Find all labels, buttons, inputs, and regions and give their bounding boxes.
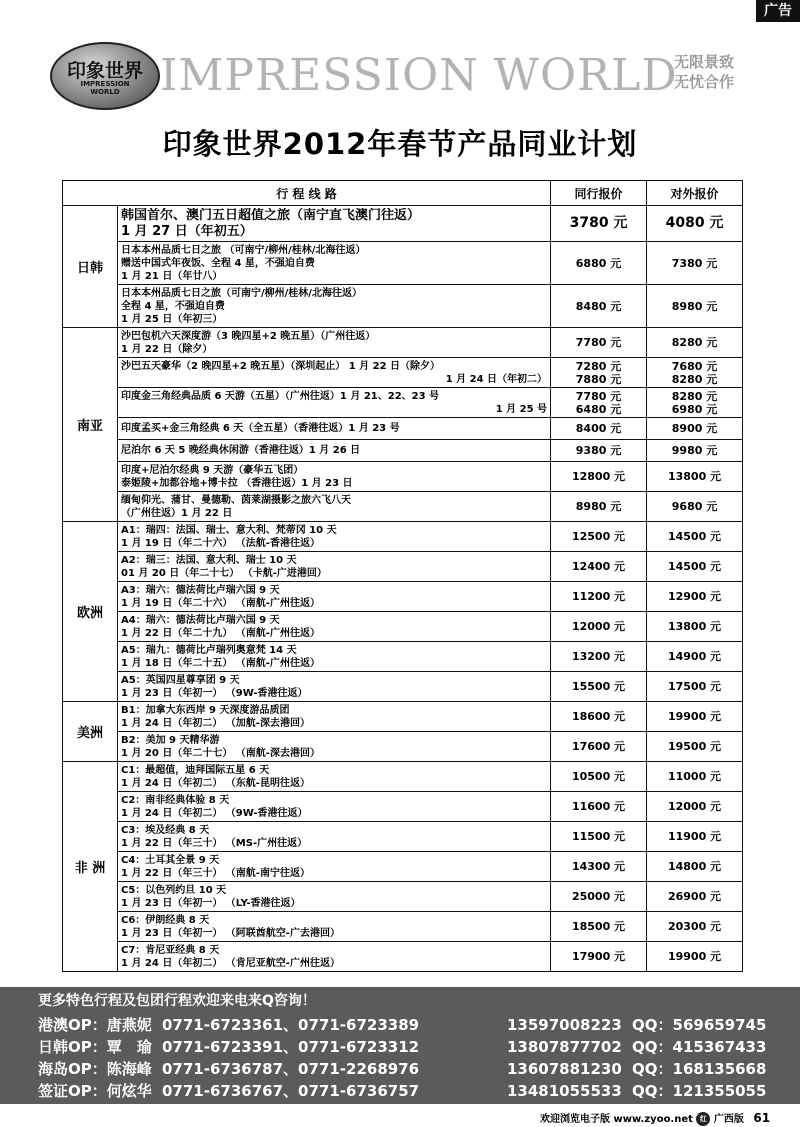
contact-row [38, 1014, 766, 1035]
route-line: A5：英国四星尊享团 9 天 [121, 674, 240, 686]
route-line: 泰姬陵+加都谷地+博卡拉 （香港往返）1 月 23 日 [121, 477, 353, 489]
route-line: A3：瑞六：德法荷比卢瑞六国 9 天 [121, 584, 280, 596]
route-description [118, 792, 551, 822]
logo-en-line1: IMPRESSION [80, 80, 130, 88]
retail-price [647, 852, 743, 882]
price-value: 6880 元 [575, 256, 622, 270]
route-line: 01 月 20 日（年二十七） （卡航-广进港回） [121, 567, 327, 579]
contact-name: 港澳OP：唐燕妮 [38, 1016, 152, 1034]
logo-en-text [52, 80, 158, 96]
route-line: C2：南非经典体验 8 天 [121, 794, 230, 806]
price-value: 3780 元 [569, 215, 628, 231]
contact-mobile: 13597008223 [507, 1016, 622, 1034]
route-description [118, 942, 551, 972]
route-line: A2：瑞三：法国、意大利、瑞士 10 天 [121, 554, 297, 566]
page-footer [540, 1110, 770, 1126]
slogan-line2: 无忧合作 [674, 73, 735, 91]
table-header-row [63, 181, 743, 206]
route-line: C7：肯尼亚经典 8 天 [121, 944, 220, 956]
route-line: C4：土耳其全景 9 天 [121, 854, 220, 866]
route-description [118, 582, 551, 612]
route-line: A1：瑞四：法国、瑞士、意大利、梵蒂冈 10 天 [121, 524, 337, 536]
retail-price [647, 242, 743, 285]
region-label: 非 洲 [63, 762, 118, 972]
route-line: 沙巴五天豪华（2 晚四星+2 晚五星）（深圳起止） 1 月 22 日（除夕） [121, 360, 441, 372]
route-line: 1 月 24 日（年初二） （9W-香港往返） [121, 807, 308, 819]
contact-row [38, 1080, 766, 1101]
page-title: 印象世界2012年春节产品同业计划 [162, 127, 638, 161]
table-row [63, 418, 743, 440]
slogan [674, 52, 734, 92]
header-route: 行 程 线 路 [63, 181, 551, 206]
region-label: 美洲 [63, 702, 118, 762]
table-row [63, 582, 743, 612]
retail-price [647, 582, 743, 612]
price-value: 7780 元 [575, 389, 622, 403]
peer-price [551, 440, 647, 462]
peer-price [551, 358, 647, 388]
route-description [118, 912, 551, 942]
peer-price [551, 328, 647, 358]
price-value: 9680 元 [671, 500, 718, 513]
route-description [118, 358, 551, 388]
retail-price [647, 418, 743, 440]
price-value: 11900 元 [667, 830, 722, 843]
route-line: 1 月 23 日（年初一） （阿联酋航空-广去港回） [121, 927, 340, 939]
header-retail-price: 对外报价 [647, 181, 743, 206]
table-row [63, 882, 743, 912]
table-row [63, 852, 743, 882]
price-value: 14500 元 [667, 560, 722, 573]
price-value: 8400 元 [575, 422, 622, 435]
region-label: 南亚 [63, 328, 118, 522]
table-row [63, 822, 743, 852]
route-line: C3：埃及经典 8 天 [121, 824, 210, 836]
price-table [62, 180, 743, 972]
table-row [63, 206, 743, 242]
price-value: 15500 元 [571, 680, 626, 693]
route-line: B2：美加 9 天精华游 [121, 734, 220, 746]
peer-price [551, 792, 647, 822]
retail-price [647, 440, 743, 462]
retail-price [647, 522, 743, 552]
price-value: 6480 元 [575, 402, 622, 416]
retail-price [647, 492, 743, 522]
contact-name: 签证OP：何炫华 [38, 1082, 152, 1100]
retail-price [647, 285, 743, 328]
price-value: 18600 元 [571, 710, 626, 723]
table-row [63, 440, 743, 462]
edition-label: 广西版 [713, 1114, 744, 1125]
peer-price [551, 942, 647, 972]
peer-price [551, 242, 647, 285]
route-line: 尼泊尔 6 天 5 晚经典休闲游（香港往返）1 月 26 日 [121, 445, 361, 456]
price-value: 17900 元 [571, 950, 626, 963]
route-description [118, 702, 551, 732]
company-logo [50, 42, 160, 110]
peer-price [551, 822, 647, 852]
table-row [63, 285, 743, 328]
contact-phones: 0771-6723361、0771-6723389 [162, 1016, 420, 1034]
table-row [63, 762, 743, 792]
route-line: 日本本州品质七日之旅（可南宁/柳州/桂林/北海往返） [121, 287, 362, 299]
route-line: 1 月 24 日（年初二） [445, 373, 548, 385]
price-value: 14800 元 [667, 860, 722, 873]
contact-phones: 0771-6723391、0771-6723312 [162, 1038, 420, 1056]
contact-qq: QQ：569659745 [632, 1016, 767, 1034]
price-value: 19900 元 [667, 950, 722, 963]
peer-price [551, 552, 647, 582]
table-row [63, 328, 743, 358]
table-row [63, 672, 743, 702]
retail-price [647, 912, 743, 942]
price-value: 25000 元 [571, 890, 626, 903]
route-line: 赠送中国式年夜饭、全程 4 星，不强迫自费 [121, 257, 315, 269]
price-value: 13800 元 [667, 620, 722, 633]
route-line: 1 月 20 日（年二十七） （南航-深去港回） [121, 747, 320, 759]
route-description [118, 462, 551, 492]
route-description [118, 492, 551, 522]
price-value: 26900 元 [667, 890, 722, 903]
peer-price [551, 852, 647, 882]
price-value: 18500 元 [571, 920, 626, 933]
route-line: 全程 4 星，不强迫自费 [121, 300, 225, 312]
route-line: 缅甸仰光、蒲甘、曼德勒、茵莱湖摄影之旅六飞八天 [121, 494, 351, 506]
region-label: 日韩 [63, 206, 118, 328]
peer-price [551, 642, 647, 672]
route-line: 1 月 25 号 [495, 403, 548, 415]
price-value: 19900 元 [667, 710, 722, 723]
price-value: 13200 元 [571, 650, 626, 663]
price-value: 14500 元 [667, 530, 722, 543]
table-row [63, 732, 743, 762]
price-value: 11000 元 [667, 770, 722, 783]
route-line: 韩国首尔、澳门五日超值之旅（南宁直飞澳门往返） [121, 207, 421, 223]
retail-price [647, 882, 743, 912]
retail-price [647, 612, 743, 642]
route-description [118, 852, 551, 882]
price-value: 8900 元 [671, 422, 718, 435]
route-line: 1 月 24 日（年初二） （加航-深去港回） [121, 717, 310, 729]
route-description [118, 672, 551, 702]
route-description [118, 522, 551, 552]
price-value: 7280 元 [575, 359, 622, 373]
price-value: 9980 元 [671, 444, 718, 457]
peer-price [551, 206, 647, 242]
route-line: 1 月 23 日（年初一） （LY-香港往返） [121, 897, 301, 909]
route-description [118, 762, 551, 792]
peer-price [551, 612, 647, 642]
route-line: 1 月 22 日（年二十九） （南航-广州往返） [121, 627, 320, 639]
header-peer-price: 同行报价 [551, 181, 647, 206]
footer-headline: 更多特色行程及包团行程欢迎来电来Q咨询！ [38, 993, 316, 1009]
retail-price [647, 388, 743, 418]
route-description [118, 822, 551, 852]
route-line: 1 月 19 日（年二十六） （南航-广州往返） [121, 597, 320, 609]
table-row [63, 462, 743, 492]
contact-qq: QQ：121355055 [632, 1082, 767, 1100]
price-value: 7880 元 [575, 372, 622, 386]
price-value: 12000 元 [667, 800, 722, 813]
price-value: 19500 元 [667, 740, 722, 753]
retail-price [647, 942, 743, 972]
route-line: 1 月 22 日（年三十） （南航-南宁往返） [121, 867, 310, 879]
route-line: 1 月 27 日（年初五） [121, 223, 253, 239]
contact-footer [0, 987, 800, 1104]
route-description [118, 242, 551, 285]
price-value: 13800 元 [667, 470, 722, 483]
price-value: 6980 元 [671, 402, 718, 416]
retail-price [647, 672, 743, 702]
contact-mobile: 13807877702 [507, 1038, 622, 1056]
retail-price [647, 792, 743, 822]
peer-price [551, 762, 647, 792]
price-value: 7680 元 [671, 359, 718, 373]
contact-name: 日韩OP：覃 瑜 [38, 1038, 152, 1056]
route-line: （广州往返）1 月 22 日 [121, 507, 233, 519]
route-line: 日本本州品质七日之旅 （可南宁/柳州/桂林/北海往返） [121, 244, 366, 256]
table-row [63, 552, 743, 582]
table-row [63, 912, 743, 942]
table-row [63, 358, 743, 388]
price-value: 8280 元 [671, 372, 718, 386]
route-line: B1：加拿大东西岸 9 天深度游品质团 [121, 704, 290, 716]
contact-qq: QQ：415367433 [632, 1038, 767, 1056]
contact-name: 海岛OP：陈海峰 [38, 1060, 152, 1078]
route-description [118, 388, 551, 418]
route-line: 1 月 22 日（年三十） （MS-广州往返） [121, 837, 308, 849]
route-line: 印度孟买+金三角经典 6 天（全五星）（香港往返）1 月 23 号 [121, 423, 400, 434]
price-value: 12500 元 [571, 530, 626, 543]
logo-cn-text: 印象世界 [66, 60, 143, 82]
route-description [118, 418, 551, 440]
retail-price [647, 822, 743, 852]
brand-wordmark: IMPRESSION WORLD [160, 50, 678, 101]
website-text: 欢迎浏览电子版 www.zyoo.net [540, 1114, 693, 1125]
contact-phones: 0771-6736787、0771-2268976 [162, 1060, 420, 1078]
logo-en-line2: WORLD [90, 88, 120, 96]
table-row [63, 702, 743, 732]
table-row [63, 942, 743, 972]
peer-price [551, 912, 647, 942]
route-line: 1 月 21 日（年廿八） [121, 270, 223, 282]
contact-mobile: 13481055533 [507, 1082, 622, 1100]
peer-price [551, 882, 647, 912]
route-line: 印度金三角经典品质 6 天游（五星）（广州往返）1 月 21、22、23 号 [121, 390, 440, 402]
retail-price [647, 702, 743, 732]
price-value: 12800 元 [571, 470, 626, 483]
peer-price [551, 462, 647, 492]
route-line: C1：最超值，迪拜国际五星 6 天 [121, 764, 270, 776]
peer-price [551, 702, 647, 732]
retail-price [647, 762, 743, 792]
route-description [118, 612, 551, 642]
price-value: 8280 元 [671, 389, 718, 403]
table-row [63, 792, 743, 822]
route-line: 1 月 19 日（年二十六） （法航-香港往返） [121, 537, 320, 549]
route-line: C6：伊朗经典 8 天 [121, 914, 210, 926]
price-value: 8280 元 [671, 336, 718, 349]
route-line: A4：瑞六：德法荷比卢瑞六国 9 天 [121, 614, 280, 626]
route-line: 1 月 22 日（除夕） [121, 343, 213, 355]
route-description [118, 642, 551, 672]
table-row [63, 242, 743, 285]
contact-row [38, 1036, 766, 1057]
price-value: 17500 元 [667, 680, 722, 693]
price-value: 4080 元 [665, 215, 724, 231]
peer-price [551, 492, 647, 522]
contact-phones: 0771-6736767、0771-6736757 [162, 1082, 420, 1100]
newspaper-logo-icon: 红 [696, 1112, 710, 1126]
peer-price [551, 522, 647, 552]
price-value: 12000 元 [571, 620, 626, 633]
price-value: 12900 元 [667, 590, 722, 603]
retail-price [647, 206, 743, 242]
table-row [63, 612, 743, 642]
price-value: 8480 元 [575, 299, 622, 313]
retail-price [647, 552, 743, 582]
route-description [118, 206, 551, 242]
slogan-line1: 无限景致 [674, 53, 735, 71]
route-line: 1 月 24 日（年初二） （东航-昆明往返） [121, 777, 310, 789]
retail-price [647, 642, 743, 672]
price-value: 10500 元 [571, 770, 626, 783]
retail-price [647, 462, 743, 492]
region-label: 欧洲 [63, 522, 118, 702]
price-value: 11500 元 [571, 830, 626, 843]
route-line: 1 月 24 日（年初二） （肯尼亚航空-广州往返） [121, 957, 340, 969]
page-number: 61 [753, 1111, 771, 1125]
table-row [63, 388, 743, 418]
route-line: 1 月 23 日（年初一） （9W-香港往返） [121, 687, 308, 699]
price-value: 7780 元 [575, 336, 622, 349]
peer-price [551, 285, 647, 328]
contact-mobile: 13607881230 [507, 1060, 622, 1078]
route-description [118, 732, 551, 762]
price-value: 11200 元 [571, 590, 626, 603]
contact-qq: QQ：168135668 [632, 1060, 767, 1078]
route-description [118, 440, 551, 462]
price-value: 7380 元 [671, 256, 718, 270]
table-row [63, 492, 743, 522]
table-row [63, 642, 743, 672]
price-value: 14900 元 [667, 650, 722, 663]
route-line: 1 月 18 日（年二十五） （南航-广州往返） [121, 657, 320, 669]
route-description [118, 552, 551, 582]
price-value: 8980 元 [671, 299, 718, 313]
peer-price [551, 418, 647, 440]
price-value: 20300 元 [667, 920, 722, 933]
route-line: 1 月 25 日（年初三） [121, 313, 223, 325]
price-value: 12400 元 [571, 560, 626, 573]
price-value: 17600 元 [571, 740, 626, 753]
peer-price [551, 582, 647, 612]
retail-price [647, 358, 743, 388]
route-line: A5：瑞九：德荷比卢瑞列奥意梵 14 天 [121, 644, 297, 656]
ad-tag: 广告 [756, 0, 800, 22]
contact-row [38, 1058, 766, 1079]
peer-price [551, 732, 647, 762]
table-row [63, 522, 743, 552]
price-value: 14300 元 [571, 860, 626, 873]
price-value: 8980 元 [575, 500, 622, 513]
retail-price [647, 328, 743, 358]
route-line: 印度+尼泊尔经典 9 天游（豪华五飞团） [121, 464, 304, 476]
price-value: 9380 元 [575, 444, 622, 457]
route-description [118, 328, 551, 358]
route-description [118, 285, 551, 328]
peer-price [551, 672, 647, 702]
route-line: 沙巴包机六天深度游（3 晚四星+2 晚五星）（广州往返） [121, 330, 376, 342]
route-description [118, 882, 551, 912]
retail-price [647, 732, 743, 762]
peer-price [551, 388, 647, 418]
route-line: C5：以色列约旦 10 天 [121, 884, 227, 896]
price-value: 11600 元 [571, 800, 626, 813]
